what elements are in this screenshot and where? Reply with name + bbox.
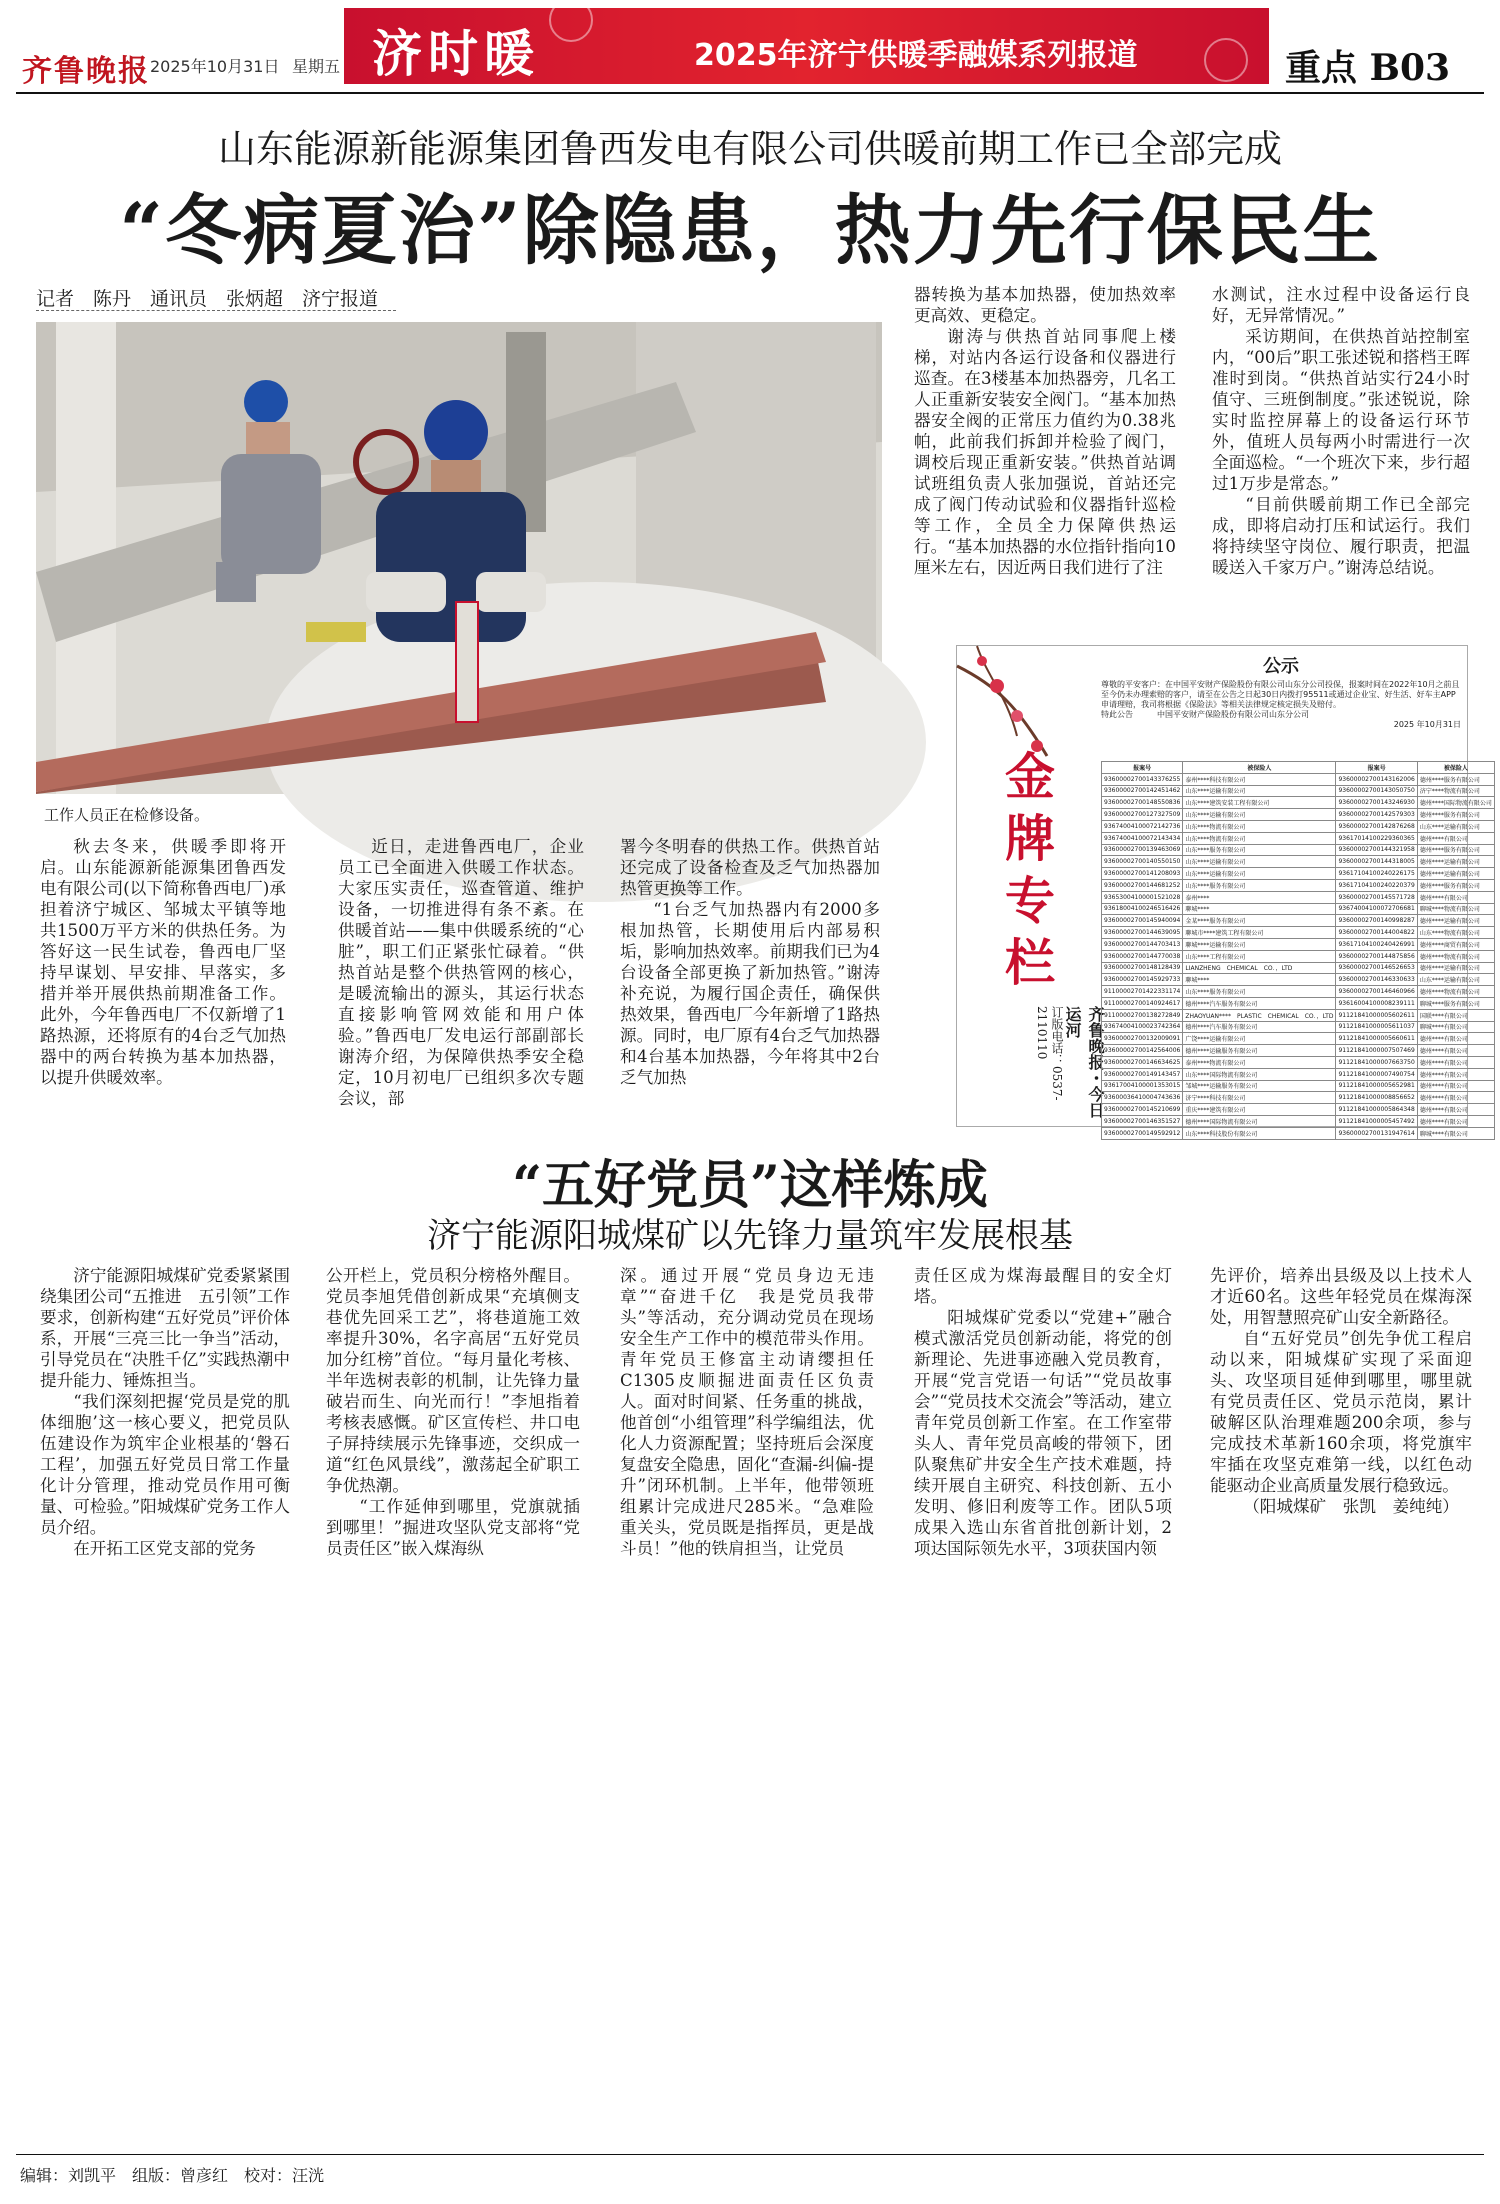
- table-cell: 91121841000007663750: [1336, 1056, 1417, 1068]
- table-cell: 91121841000005652981: [1336, 1080, 1417, 1092]
- table-cell: 93616004100008239111: [1336, 997, 1417, 1009]
- table-cell: 德州****物流有限公司: [1417, 986, 1494, 998]
- table-row: [1102, 879, 1495, 891]
- table-row: [1102, 1115, 1495, 1127]
- footer-divider: [16, 2154, 1484, 2155]
- table-cell: 聊城****有限公司: [1417, 1127, 1494, 1139]
- table-row: [1102, 820, 1495, 832]
- table-cell: 93600002700142451462: [1102, 785, 1183, 797]
- table-cell: 93617104100240226175: [1336, 868, 1417, 880]
- table-cell: 德州****服务有限公司: [1417, 844, 1494, 856]
- table-cell: 德州****有限公司: [1417, 1056, 1494, 1068]
- table-cell: 91100002701422331174: [1102, 986, 1183, 998]
- table-cell: 德州****运输有限公司: [1417, 962, 1494, 974]
- table-cell: 91121841000005864348: [1336, 1104, 1417, 1116]
- banner-subtitle: 2025年济宁供暖季融媒系列报道: [694, 38, 1138, 73]
- notice-body: [1101, 680, 1461, 730]
- table-row: [1102, 844, 1495, 856]
- paragraph: 署今冬明春的供热工作。供热首站还完成了设备检查及乏气加热器加热管更换等工作。: [620, 837, 880, 898]
- paragraph: 济宁能源阳城煤矿党委紧紧围绕集团公司“五推进 五引领”工作要求，创新构建“五好党员”评价体系，开展“三亮三比一争当”活动，引导党员在“决胜千亿”实践热潮中提升能力、锤炼担当。: [40, 1266, 290, 1390]
- story1-kicker: 山东能源新能源集团鲁西发电有限公司供暖前期工作已全部完成: [217, 127, 1282, 171]
- table-cell: 93617104100240220379: [1336, 879, 1417, 891]
- table-cell: 93600002700145210699: [1102, 1104, 1183, 1116]
- table-cell: 93600002700142876268: [1336, 820, 1417, 832]
- table-cell: 93600002700144318005: [1336, 856, 1417, 868]
- table-row: [1102, 903, 1495, 915]
- table-header-row: [1102, 762, 1495, 774]
- table-cell: 山东****运输有限公司: [1183, 809, 1336, 821]
- page-section-label: 重点 B03: [1285, 47, 1451, 89]
- ad-sidebar: [957, 646, 1105, 1126]
- table-cell: 聊城****服务有限公司: [1417, 997, 1494, 1009]
- byline-divider: [36, 310, 396, 311]
- table-header-cell: 报案号: [1102, 762, 1183, 774]
- decorative-ring-icon: [1204, 38, 1248, 82]
- table-cell: 德州****运输有限公司: [1417, 856, 1494, 868]
- table-cell: 93674004100023742364: [1102, 1021, 1183, 1033]
- table-cell: 泰州****科技有限公司: [1183, 773, 1336, 785]
- table-cell: 93600002700146526653: [1336, 962, 1417, 974]
- table-cell: 德州****汽车服务有限公司: [1183, 1021, 1336, 1033]
- story1-column-1: [40, 836, 286, 1088]
- table-cell: 93618004100246516426: [1102, 903, 1183, 915]
- table-cell: 93600002700142579303: [1336, 809, 1417, 821]
- table-cell: 德州****有限公司: [1417, 1033, 1494, 1045]
- table-cell: 德州****服务有限公司: [1417, 879, 1494, 891]
- table-cell: 聊城****物流有限公司: [1417, 903, 1494, 915]
- table-cell: 山东****物流有限公司: [1183, 832, 1336, 844]
- table-cell: 济宁****科技有限公司: [1183, 1092, 1336, 1104]
- table-cell: 93600002700144639095: [1102, 927, 1183, 939]
- table-cell: 国联****有限公司: [1417, 1009, 1494, 1021]
- table-cell: 邹城****运输服务有限公司: [1183, 1080, 1336, 1092]
- table-cell: 山东****建筑安装工程有限公司: [1183, 797, 1336, 809]
- table-header-cell: 被保险人: [1417, 762, 1494, 774]
- story1-column-3: [620, 836, 880, 1088]
- table-cell: 山东****服务有限公司: [1183, 844, 1336, 856]
- table-cell: 93600002700131947614: [1336, 1127, 1417, 1139]
- table-cell: 山东****科技股份有限公司: [1183, 1127, 1336, 1139]
- table-cell: 德州****运输有限公司: [1417, 868, 1494, 880]
- table-body: [1102, 773, 1495, 1139]
- table-row: [1102, 950, 1495, 962]
- paragraph: 近日，走进鲁西电厂，企业员工已全面进入供暖工作状态。大家压实责任，巡查管道、维护设备，一切推进得有条不紊。在供暖首站——集中供暖系统的“心脏”，职工们正紧张忙碌着。“供热首站是整个供热管网的核心，是暖流输出的源头，其运行状态直接影响管网效能和用户体验。”鲁西电厂发电运行部副部长谢涛介绍，为保障供热季安全稳定，10月初电厂已组织多次专题会议，部: [338, 837, 584, 1108]
- table-cell: 金某****服务有限公司: [1183, 915, 1336, 927]
- table-cell: 93600002700144875856: [1336, 950, 1417, 962]
- table-cell: 93600002700144004822: [1336, 927, 1417, 939]
- table-row: [1102, 1080, 1495, 1092]
- table-cell: 广饶****运输有限公司: [1183, 1033, 1336, 1045]
- table-cell: 重庆****建筑有限公司: [1183, 1104, 1336, 1116]
- paragraph: 秋去冬来，供暖季即将开启。山东能源新能源集团鲁西发电有限公司(以下简称鲁西电厂)承担着济宁城区、邹城太平镇等地共1500万平方米的供热任务。为答好这一民生试卷，鲁西电厂坚持早谋划、早安排、早落实，多措并举开展供热前期准备工作。此外，今年鲁西电厂不仅新增了1路热源，还将原有的4台乏气加热器中的两台转换为基本加热器，以提升供暖效率。: [40, 837, 286, 1087]
- table-row: [1102, 856, 1495, 868]
- paragraph: “1台乏气加热器内有2000多根加热管，长期使用后内部易积垢，影响加热效率。前期我们已为4台设备全部更换了新加热管。”谢涛补充说，为履行国企责任，确保供热效果，鲁西电厂今年新增了1路热源。同时，电厂原有4台乏气加热器和4台基本加热器，今年将其中2台乏气加热: [620, 900, 880, 1087]
- story1-column-5: [1212, 284, 1470, 578]
- table-row: [1102, 1009, 1495, 1021]
- table-cell: 93600002700132009091: [1102, 1033, 1183, 1045]
- table-cell: 93617004100001353015: [1102, 1080, 1183, 1092]
- table-row: [1102, 832, 1495, 844]
- table-cell: 山东****运输有限公司: [1183, 856, 1336, 868]
- table-row: [1102, 915, 1495, 927]
- table-cell: 93600036410004743636: [1102, 1092, 1183, 1104]
- ad-publisher: 齐鲁晚报・今日运河: [1063, 1006, 1105, 1118]
- table-cell: 91121841000007507469: [1336, 1045, 1417, 1057]
- story2-subhead: 济宁能源阳城煤矿以先锋力量筑牢发展根基: [427, 1216, 1073, 1256]
- table-cell: 93617014100229360365: [1336, 832, 1417, 844]
- notice-title: 公示: [1263, 656, 1299, 677]
- table-cell: 93600002700149592912: [1102, 1127, 1183, 1139]
- story2-column-3: [620, 1265, 874, 1559]
- table-cell: 93600002700140998287: [1336, 915, 1417, 927]
- table-cell: 德州****有限公司: [1417, 1115, 1494, 1127]
- table-row: [1102, 891, 1495, 903]
- table-row: [1102, 1068, 1495, 1080]
- table-row: [1102, 1056, 1495, 1068]
- table-cell: 93674004100072143434: [1102, 832, 1183, 844]
- masthead-logo: 齐鲁晚报: [22, 54, 150, 89]
- table-cell: 德州****运输服务有限公司: [1183, 1045, 1336, 1057]
- paragraph: （阳城煤矿 张凯 姜纯纯）: [1243, 1497, 1459, 1516]
- table-cell: 德州****有限公司: [1417, 1104, 1494, 1116]
- table-row: [1102, 938, 1495, 950]
- table-cell: 93600002700148128439: [1102, 962, 1183, 974]
- table-cell: 山东****运输有限公司: [1417, 974, 1494, 986]
- paragraph: 公开栏上，党员积分榜格外醒目。党员李旭凭借创新成果“充填侧支巷优先回采工艺”，将巷道施工效率提升30%，名字高居“五好党员加分红榜”首位。“每月量化考核、半年选树表彰的机制，让先锋力量破岩而生、向光而行！”李旭指着考核表感慨。矿区宣传栏、井口电子屏持续展示先锋事迹，交织成一道“红色风景线”，激荡起全矿职工争优热潮。: [326, 1266, 580, 1495]
- notice-date: 2025 年10月31日: [1393, 720, 1461, 729]
- notice-text: 尊敬的平安客户：在中国平安财产保险股份有限公司山东分公司投保，报案时间在2022年10月之前且至今仍未办理索赔的客户，请至在公告之日起30日内拨打95511或通过企业宝、好生活、好车主APP申请理赔，我司将根据《保险法》等相关法律规定核定损失及赔付。: [1101, 680, 1460, 709]
- table-cell: 山东****运输有限公司: [1183, 785, 1336, 797]
- table-cell: 济宁****物流有限公司: [1417, 785, 1494, 797]
- table-cell: 德州****有限公司: [1417, 891, 1494, 903]
- table-row: [1102, 1104, 1495, 1116]
- table-cell: 德州****有限公司: [1417, 1092, 1494, 1104]
- story1-column-2: [338, 836, 584, 1109]
- table-cell: 德州****服务有限公司: [1417, 773, 1494, 785]
- photo-caption: 工作人员正在检修设备。: [44, 806, 210, 824]
- paragraph: 深。通过开展“党员身边无违章”“奋进千亿 我是党员我带头”等活动，充分调动党员在现场安全生产工作中的模范带头作用。青年党员王修富主动请缨担任C1305皮顺掘进面责任区负责人。面对时间紧、任务重的挑战，他首创“小组管理”科学编组法，优化人力资源配置；坚持班后会深度复盘安全隐患，固化“查漏-纠偏-提升”闭环机制。上半年，他带领班组累计完成进尺285米。“急难险重关头，党员既是指挥员，更是战斗员！”他的铁肩担当，让党员: [620, 1266, 874, 1558]
- paragraph: 在开拓工区党支部的党务: [73, 1539, 256, 1558]
- ad-column-title: 金牌专栏: [1005, 747, 1055, 992]
- table-header-cell: 被保险人: [1183, 762, 1336, 774]
- table-cell: 德州****运输有限公司: [1417, 915, 1494, 927]
- story2-column-5: [1210, 1265, 1472, 1517]
- story1-byline: 记者 陈丹 通讯员 张炳超 济宁报道: [36, 288, 379, 310]
- table-cell: 93600002700144770038: [1102, 950, 1183, 962]
- table-cell: 聊城市****建筑工程有限公司: [1183, 927, 1336, 939]
- paragraph: 责任区成为煤海最醒目的安全灯塔。: [914, 1266, 1172, 1306]
- story2-column-1: [40, 1265, 290, 1559]
- news-photo: [36, 322, 882, 794]
- table-cell: 93600002700142564006: [1102, 1045, 1183, 1057]
- table-cell: 93600002700144321958: [1336, 844, 1417, 856]
- table-cell: 93600002700149143457: [1102, 1068, 1183, 1080]
- table-row: [1102, 927, 1495, 939]
- public-notice: [1101, 652, 1461, 730]
- table-cell: 93600002700144681252: [1102, 879, 1183, 891]
- header-divider: [16, 92, 1484, 94]
- story1-headline: “冬病夏治”除隐患，热力先行保民生: [119, 186, 1381, 275]
- table-cell: 泰州****: [1183, 891, 1336, 903]
- table-cell: 聊城****: [1183, 974, 1336, 986]
- paragraph: 先评价，培养出县级及以上技术人才近60名。这些年轻党员在煤海深处，用智慧照亮矿山安全新路径。: [1210, 1266, 1472, 1327]
- table-cell: 德州****有限公司: [1417, 1068, 1494, 1080]
- paragraph: 谢涛与供热首站同事爬上楼梯，对站内各运行设备和仪器进行巡查。在3楼基本加热器旁，几名工人正重新安装安全阀门。“基本加热器安全阀的正常压力值约为0.38兆帕，此前我们拆卸并检验了阀门，调校后现正重新安装。”供热首站调试班组负责人张加强说，首站还完成了阀门传动试验和仪器指针巡检等工作，全员全力保障供热运行。“基本加热器的水位指针指向10厘米左右，因近两日我们进行了注: [914, 327, 1176, 577]
- table-cell: 山东****工程有限公司: [1183, 950, 1336, 962]
- decorative-ring-icon: [549, 0, 593, 42]
- table-cell: 德州****汽车服务有限公司: [1183, 997, 1336, 1009]
- table-cell: LIANZHENG CHEMICAL CO．，LTD: [1183, 962, 1336, 974]
- table-cell: 德州****有限公司: [1417, 1080, 1494, 1092]
- table-cell: 93600002700146634625: [1102, 1056, 1183, 1068]
- table-cell: 91121841000005660611: [1336, 1033, 1417, 1045]
- table-cell: 93600002700143050750: [1336, 785, 1417, 797]
- table-cell: 泰州****物流有限公司: [1183, 1056, 1336, 1068]
- table-row: [1102, 962, 1495, 974]
- table-cell: 91121841000005611037: [1336, 1021, 1417, 1033]
- notice-org: 特此公告 中国平安财产保险股份有限公司山东分公司: [1101, 710, 1309, 719]
- table-cell: 山东****服务有限公司: [1183, 986, 1336, 998]
- paragraph: “工作延伸到哪里，党旗就插到哪里！”掘进攻坚队党支部将“党员责任区”嵌入煤海纵: [326, 1497, 580, 1558]
- table-cell: 93600002700143246930: [1336, 797, 1417, 809]
- column-banner: [344, 8, 1269, 84]
- table-cell: ZHAOYUAN**** PLASTIC CHEMICAL CO．，LTD: [1183, 1009, 1336, 1021]
- ad-phone: 订版电话：0537-2110110: [1035, 1006, 1064, 1101]
- paragraph: 器转换为基本加热器，使加热效率更高效、更稳定。: [914, 285, 1176, 325]
- table-row: [1102, 1045, 1495, 1057]
- table-row: [1102, 1021, 1495, 1033]
- claims-table: [1101, 761, 1495, 1140]
- paragraph: “目前供暖前期工作已全部完成，即将启动打压和试运行。我们将持续坚守岗位、履行职责，把温暖送入千家万户。”谢涛总结说。: [1212, 495, 1470, 577]
- table-cell: 93600002700148550836: [1102, 797, 1183, 809]
- table-cell: 93600002700145929733: [1102, 974, 1183, 986]
- story2-column-4: [914, 1265, 1172, 1559]
- table-row: [1102, 997, 1495, 1009]
- table-row: [1102, 785, 1495, 797]
- table-cell: 93600002700140550150: [1102, 856, 1183, 868]
- editorial-credits: 编辑：刘凯平 组版：曾彦红 校对：汪洸: [20, 2166, 325, 2185]
- table-cell: 93600002700139463069: [1102, 844, 1183, 856]
- table-row: [1102, 1092, 1495, 1104]
- banner-brand: 济时暖: [372, 24, 540, 83]
- table-cell: 德州****国际物流有限公司: [1417, 797, 1494, 809]
- table-cell: 91121841000005457492: [1336, 1115, 1417, 1127]
- table-cell: 德州****有限公司: [1417, 1045, 1494, 1057]
- story1-column-4: [914, 284, 1176, 578]
- table-cell: 91100002700140924617: [1102, 997, 1183, 1009]
- table-cell: 93600002700146351527: [1102, 1115, 1183, 1127]
- table-row: [1102, 797, 1495, 809]
- table-cell: 93600002700145571728: [1336, 891, 1417, 903]
- issue-date: 2025年10月31日: [150, 57, 280, 76]
- table-cell: 91100002700138272849: [1102, 1009, 1183, 1021]
- table-header-cell: 报案号: [1336, 762, 1417, 774]
- paragraph: 自“五好党员”创先争优工程启动以来，阳城煤矿实现了采面迎头、攻坚项目延伸到哪里，哪里就有党员责任区、党员示范岗，累计破解区队治理难题200余项，参与完成技术革新160余项，将党旗牢牢插在攻坚克难第一线，以红色动能驱动企业高质量发展行稳致远。: [1210, 1329, 1472, 1495]
- paragraph: “我们深刻把握‘党员是党的肌体细胞’这一核心要义，把党员队伍建设作为筑牢企业根基的‘磐石工程’，加强五好党员日常工作量化计分管理，推动党员作用可衡量、可检验。”阳城煤矿党务工作人员介绍。: [40, 1392, 290, 1537]
- story2-headline: “五好党员”这样炼成: [512, 1155, 988, 1216]
- paragraph: 阳城煤矿党委以“党建+”融合模式激活党员创新动能，将党的创新理论、先进事迹融入党员教育，开展“党言党语一句话”“党员故事会”“党员技术交流会”等活动，建立青年党员创新工作室。在工作室带头人、青年党员高峻的带领下，团队聚焦矿井安全生产技术难题，持续开展自主研究、科技创新、五小发明、修旧利废等工作。团队5项成果入选山东省首批创新计划，2项达国际领先水平，3项获国内领: [914, 1308, 1172, 1558]
- table-cell: 93600002700127327509: [1102, 809, 1183, 821]
- table-cell: 93600002700143376255: [1102, 773, 1183, 785]
- table-cell: 德州****物流有限公司: [1417, 950, 1494, 962]
- table-cell: 93600002700143162006: [1336, 773, 1417, 785]
- table-cell: 93600002700141208093: [1102, 868, 1183, 880]
- table-cell: 91121841000008856652: [1336, 1092, 1417, 1104]
- paragraph: 水测试，注水过程中设备运行良好，无异常情况。”: [1212, 285, 1470, 325]
- table-row: [1102, 1033, 1495, 1045]
- table-row: [1102, 974, 1495, 986]
- table-row: [1102, 868, 1495, 880]
- table-cell: 聊城****: [1183, 903, 1336, 915]
- table-cell: 山东****国际物流有限公司: [1183, 1068, 1336, 1080]
- table-cell: 93600002700145940094: [1102, 915, 1183, 927]
- table-row: [1102, 1127, 1495, 1139]
- table-cell: 山东****物流有限公司: [1183, 820, 1336, 832]
- advertisement-box: [956, 645, 1492, 1138]
- workers-repairing-equipment-illustration: [36, 322, 882, 794]
- table-cell: 山东****服务有限公司: [1183, 879, 1336, 891]
- table-cell: 德州****有限公司: [1417, 832, 1494, 844]
- issue-weekday: 星期五: [292, 57, 341, 76]
- table-cell: 91121841000007490754: [1336, 1068, 1417, 1080]
- table-cell: 聊城****有限公司: [1417, 1021, 1494, 1033]
- table-cell: 93600002700146460966: [1336, 986, 1417, 998]
- table-cell: 93674004100072142736: [1102, 820, 1183, 832]
- table-cell: 山东****运输有限公司: [1417, 820, 1494, 832]
- table-cell: 93653004100001521028: [1102, 891, 1183, 903]
- table-cell: 93600002700144703413: [1102, 938, 1183, 950]
- table-cell: 山东****物流有限公司: [1417, 927, 1494, 939]
- table-cell: 德州****国际物流有限公司: [1183, 1115, 1336, 1127]
- table-cell: 93617104100240426991: [1336, 938, 1417, 950]
- table-cell: 聊城****运输有限公司: [1183, 938, 1336, 950]
- table-cell: 德州****商贸有限公司: [1417, 938, 1494, 950]
- table-cell: 91121841000005602611: [1336, 1009, 1417, 1021]
- table-cell: 德州****服务有限公司: [1417, 809, 1494, 821]
- table-cell: 93600002700146330633: [1336, 974, 1417, 986]
- paragraph: 采访期间，在供热首站控制室内，“00后”职工张述锐和搭档王晖准时到岗。“供热首站实行24小时值守、三班倒制度。”张述锐说，除实时监控屏幕上的设备运行环节外，值班人员每两小时需进行一次全面巡检。“一个班次下来，步行超过1万步是常态。”: [1212, 327, 1470, 493]
- table-cell: 山东****运输有限公司: [1183, 868, 1336, 880]
- table-row: [1102, 773, 1495, 785]
- table-cell: 93674004100072706681: [1336, 903, 1417, 915]
- table-row: [1102, 986, 1495, 998]
- table-row: [1102, 809, 1495, 821]
- story2-column-2: [326, 1265, 580, 1559]
